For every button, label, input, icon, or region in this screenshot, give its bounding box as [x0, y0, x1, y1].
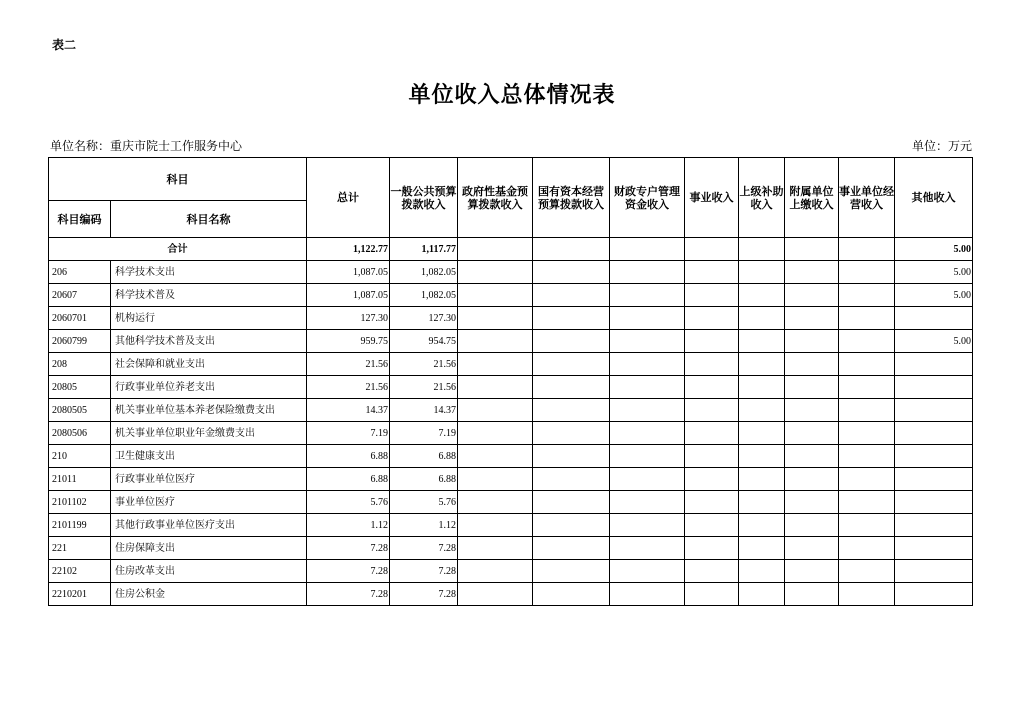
- empty-cell: [739, 261, 785, 284]
- general-cell: 7.28: [390, 583, 458, 606]
- general-cell: 1.12: [390, 514, 458, 537]
- empty-cell: [685, 399, 739, 422]
- table-row: [49, 445, 973, 468]
- empty-cell: [610, 307, 685, 330]
- table-row: [49, 537, 973, 560]
- empty-cell: [785, 445, 839, 468]
- empty-cell: [685, 445, 739, 468]
- table-row: [49, 353, 973, 376]
- table-row: [49, 491, 973, 514]
- header-superior-subsidy: 上级补助收入: [739, 158, 785, 238]
- income-table: [48, 157, 973, 606]
- subject-name-cell: 科学技术普及: [111, 284, 307, 307]
- empty-cell: [458, 353, 533, 376]
- total-cell: 6.88: [307, 468, 390, 491]
- empty-cell: [610, 284, 685, 307]
- table-row: [49, 330, 973, 353]
- subject-name-cell: 其他行政事业单位医疗支出: [111, 514, 307, 537]
- subject-name-cell: 机关事业单位基本养老保险缴费支出: [111, 399, 307, 422]
- empty-cell: [839, 353, 895, 376]
- empty-cell: [739, 560, 785, 583]
- empty-cell: [739, 399, 785, 422]
- empty-cell: [785, 514, 839, 537]
- general-cell: 1,082.05: [390, 261, 458, 284]
- empty-cell: [739, 353, 785, 376]
- empty-cell: [533, 491, 610, 514]
- page-title: 单位收入总体情况表: [408, 83, 616, 108]
- subject-name-cell: 住房改革支出: [111, 560, 307, 583]
- empty-cell: [685, 353, 739, 376]
- empty-cell: [785, 307, 839, 330]
- subject-name-cell: 科学技术支出: [111, 261, 307, 284]
- total-cell: 1,087.05: [307, 284, 390, 307]
- subject-name-cell: 其他科学技术普及支出: [111, 330, 307, 353]
- currency-unit: 单位：万元: [911, 139, 972, 153]
- subject-name-cell: 住房公积金: [111, 583, 307, 606]
- empty-cell: [739, 376, 785, 399]
- empty-cell: [785, 261, 839, 284]
- header-gov-fund: 政府性基金预算拨款收入: [458, 158, 533, 238]
- empty-cell: [839, 583, 895, 606]
- empty-cell: [610, 583, 685, 606]
- empty-cell: [610, 491, 685, 514]
- empty-cell: [839, 560, 895, 583]
- empty-cell: [458, 238, 533, 261]
- empty-cell: [839, 537, 895, 560]
- empty-cell: [739, 583, 785, 606]
- empty-cell: [739, 330, 785, 353]
- unit-name: 单位名称：重庆市院士工作服务中心: [50, 139, 243, 153]
- table-row: [49, 284, 973, 307]
- total-cell: 959.75: [307, 330, 390, 353]
- empty-cell: [739, 491, 785, 514]
- total-cell: 6.88: [307, 445, 390, 468]
- empty-cell: [685, 330, 739, 353]
- total-cell: 7.19: [307, 422, 390, 445]
- table-row: [49, 468, 973, 491]
- other-cell: [895, 445, 973, 468]
- subject-name-cell: 卫生健康支出: [111, 445, 307, 468]
- total-cell: 7.28: [307, 560, 390, 583]
- empty-cell: [458, 514, 533, 537]
- empty-cell: [533, 445, 610, 468]
- empty-cell: [458, 583, 533, 606]
- subject-code-cell: 2060799: [49, 330, 111, 353]
- table-row: [49, 399, 973, 422]
- header-subject-name: 科目名称: [111, 201, 307, 238]
- empty-cell: [610, 422, 685, 445]
- header-general-budget: 一般公共预算拨款收入: [390, 158, 458, 238]
- subject-code-cell: 22102: [49, 560, 111, 583]
- header-subject: 科目: [49, 158, 307, 201]
- empty-cell: [533, 399, 610, 422]
- total-cell: 1,087.05: [307, 261, 390, 284]
- subject-name-cell: 住房保障支出: [111, 537, 307, 560]
- header-business-income: 事业收入: [685, 158, 739, 238]
- general-cell: 6.88: [390, 468, 458, 491]
- empty-cell: [610, 560, 685, 583]
- empty-cell: [685, 583, 739, 606]
- general-cell: 954.75: [390, 330, 458, 353]
- empty-cell: [458, 399, 533, 422]
- empty-cell: [458, 422, 533, 445]
- empty-cell: [458, 307, 533, 330]
- table-row: [49, 514, 973, 537]
- empty-cell: [610, 238, 685, 261]
- subject-code-cell: 2060701: [49, 307, 111, 330]
- general-cell: 5.76: [390, 491, 458, 514]
- header-other-income: 其他收入: [895, 158, 973, 238]
- header-operating-income: 事业单位经营收入: [839, 158, 895, 238]
- subject-code-cell: 2101199: [49, 514, 111, 537]
- empty-cell: [785, 353, 839, 376]
- empty-cell: [458, 468, 533, 491]
- empty-cell: [458, 376, 533, 399]
- subject-code-cell: 20607: [49, 284, 111, 307]
- total-cell: 1.12: [307, 514, 390, 537]
- total-cell: 7.28: [307, 583, 390, 606]
- total-row: [49, 238, 973, 261]
- subject-code-cell: 2101102: [49, 491, 111, 514]
- empty-cell: [839, 330, 895, 353]
- empty-cell: [533, 422, 610, 445]
- header-subject-code: 科目编码: [49, 201, 111, 238]
- empty-cell: [839, 376, 895, 399]
- empty-cell: [839, 445, 895, 468]
- empty-cell: [739, 537, 785, 560]
- other-cell: [895, 560, 973, 583]
- total-cell: 21.56: [307, 353, 390, 376]
- total-cell: 7.28: [307, 537, 390, 560]
- empty-cell: [785, 238, 839, 261]
- subject-code-cell: 206: [49, 261, 111, 284]
- empty-cell: [839, 422, 895, 445]
- total-cell: 5.76: [307, 491, 390, 514]
- empty-cell: [785, 422, 839, 445]
- other-cell: [895, 353, 973, 376]
- empty-cell: [533, 307, 610, 330]
- subject-name-cell: 机关事业单位职业年金缴费支出: [111, 422, 307, 445]
- empty-cell: [533, 238, 610, 261]
- subject-name-cell: 机构运行: [111, 307, 307, 330]
- general-cell: 7.28: [390, 537, 458, 560]
- empty-cell: [533, 583, 610, 606]
- empty-cell: [839, 491, 895, 514]
- empty-cell: [785, 330, 839, 353]
- table-row: [49, 261, 973, 284]
- subject-code-cell: 2080506: [49, 422, 111, 445]
- empty-cell: [839, 284, 895, 307]
- general-cell: 21.56: [390, 353, 458, 376]
- empty-cell: [839, 238, 895, 261]
- other-cell: [895, 399, 973, 422]
- empty-cell: [610, 537, 685, 560]
- empty-cell: [785, 491, 839, 514]
- total-label: 合计: [49, 238, 307, 261]
- other-cell: [895, 307, 973, 330]
- empty-cell: [739, 238, 785, 261]
- empty-cell: [785, 583, 839, 606]
- other-cell: [895, 537, 973, 560]
- empty-cell: [685, 376, 739, 399]
- empty-cell: [739, 284, 785, 307]
- empty-cell: [458, 261, 533, 284]
- other-cell: [895, 376, 973, 399]
- subject-name-cell: 事业单位医疗: [111, 491, 307, 514]
- subject-code-cell: 221: [49, 537, 111, 560]
- general-cell: 7.19: [390, 422, 458, 445]
- empty-cell: [533, 284, 610, 307]
- table-row: [49, 376, 973, 399]
- empty-cell: [610, 399, 685, 422]
- subject-name-cell: 社会保障和就业支出: [111, 353, 307, 376]
- empty-cell: [533, 376, 610, 399]
- general-cell: 127.30: [390, 307, 458, 330]
- empty-cell: [533, 514, 610, 537]
- general-cell: 1,082.05: [390, 284, 458, 307]
- empty-cell: [785, 376, 839, 399]
- empty-cell: [739, 468, 785, 491]
- empty-cell: [458, 445, 533, 468]
- other-cell: [895, 514, 973, 537]
- subject-code-cell: 20805: [49, 376, 111, 399]
- empty-cell: [610, 468, 685, 491]
- other-cell: [895, 491, 973, 514]
- table-row: [49, 583, 973, 606]
- table-row: [49, 560, 973, 583]
- empty-cell: [458, 560, 533, 583]
- empty-cell: [533, 560, 610, 583]
- empty-cell: [685, 284, 739, 307]
- empty-cell: [839, 307, 895, 330]
- total-cell: 21.56: [307, 376, 390, 399]
- general-cell: 1,117.77: [390, 238, 458, 261]
- empty-cell: [610, 330, 685, 353]
- empty-cell: [533, 330, 610, 353]
- empty-cell: [458, 537, 533, 560]
- empty-cell: [839, 468, 895, 491]
- subject-code-cell: 2080505: [49, 399, 111, 422]
- table-row: [49, 307, 973, 330]
- empty-cell: [610, 353, 685, 376]
- empty-cell: [458, 330, 533, 353]
- empty-cell: [533, 468, 610, 491]
- empty-cell: [610, 376, 685, 399]
- general-cell: 7.28: [390, 560, 458, 583]
- other-cell: 5.00: [895, 238, 973, 261]
- empty-cell: [739, 514, 785, 537]
- empty-cell: [685, 560, 739, 583]
- empty-cell: [839, 399, 895, 422]
- table-row: [49, 422, 973, 445]
- general-cell: 14.37: [390, 399, 458, 422]
- other-cell: 5.00: [895, 284, 973, 307]
- empty-cell: [685, 491, 739, 514]
- empty-cell: [685, 537, 739, 560]
- empty-cell: [785, 560, 839, 583]
- empty-cell: [610, 514, 685, 537]
- empty-cell: [739, 307, 785, 330]
- total-cell: 1,122.77: [307, 238, 390, 261]
- empty-cell: [785, 284, 839, 307]
- empty-cell: [458, 284, 533, 307]
- subject-code-cell: 2210201: [49, 583, 111, 606]
- other-cell: [895, 422, 973, 445]
- empty-cell: [685, 261, 739, 284]
- empty-cell: [739, 422, 785, 445]
- empty-cell: [610, 261, 685, 284]
- subject-name-cell: 行政事业单位养老支出: [111, 376, 307, 399]
- subject-name-cell: 行政事业单位医疗: [111, 468, 307, 491]
- other-cell: 5.00: [895, 261, 973, 284]
- empty-cell: [533, 353, 610, 376]
- empty-cell: [785, 399, 839, 422]
- empty-cell: [610, 445, 685, 468]
- header-state-capital: 国有资本经营预算拨款收入: [533, 158, 610, 238]
- general-cell: 6.88: [390, 445, 458, 468]
- empty-cell: [839, 514, 895, 537]
- other-cell: [895, 583, 973, 606]
- table-number: 表二: [52, 38, 77, 52]
- other-cell: 5.00: [895, 330, 973, 353]
- subject-code-cell: 21011: [49, 468, 111, 491]
- other-cell: [895, 468, 973, 491]
- empty-cell: [533, 261, 610, 284]
- empty-cell: [685, 514, 739, 537]
- empty-cell: [785, 537, 839, 560]
- empty-cell: [739, 445, 785, 468]
- empty-cell: [458, 491, 533, 514]
- empty-cell: [785, 468, 839, 491]
- empty-cell: [685, 307, 739, 330]
- empty-cell: [839, 261, 895, 284]
- header-affiliated-unit: 附属单位上缴收入: [785, 158, 839, 238]
- header-fiscal-special: 财政专户管理资金收入: [610, 158, 685, 238]
- empty-cell: [685, 468, 739, 491]
- general-cell: 21.56: [390, 376, 458, 399]
- empty-cell: [685, 238, 739, 261]
- subject-code-cell: 208: [49, 353, 111, 376]
- header-total: 总计: [307, 158, 390, 238]
- total-cell: 14.37: [307, 399, 390, 422]
- empty-cell: [533, 537, 610, 560]
- total-cell: 127.30: [307, 307, 390, 330]
- empty-cell: [685, 422, 739, 445]
- subject-code-cell: 210: [49, 445, 111, 468]
